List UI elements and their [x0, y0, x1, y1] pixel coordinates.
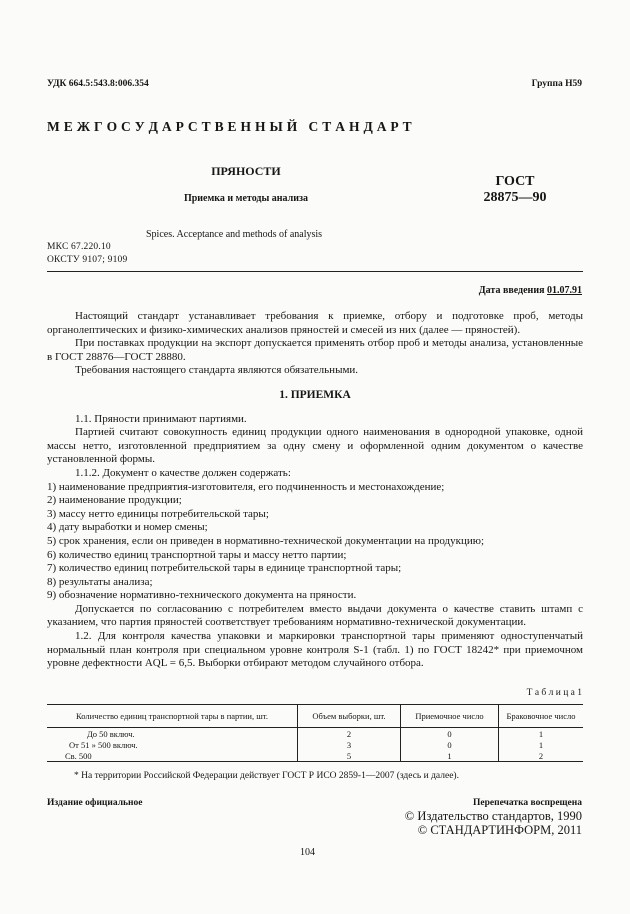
table-row: [47, 739, 583, 750]
paragraph-stamp: Допускается по согласованию с потребителем вместо выдачи документа о качестве ставить штамп с указанием, что партия пряностей соответствует требованиям нормативно-технической документации.: [47, 602, 583, 629]
list-item: 4) дату выработки и номер смены;: [47, 521, 208, 534]
footnote: * На территории Российской Федерации действует ГОСТ Р ИСО 2859-1—2007 (здесь и далее).: [74, 771, 459, 781]
list-item: 1) наименование предприятия-изготовителя, его подчиненность и местонахождение;: [47, 480, 445, 493]
list-item: 6) количество единиц транспортной тары и массу нетто партии;: [47, 548, 347, 561]
gost-number: 28875—90: [483, 190, 547, 205]
introduction-date: [479, 285, 582, 296]
list-item: 8) результаты анализа;: [47, 575, 153, 588]
table-cell: 1: [499, 739, 584, 750]
paragraph-1-1: 1.1. Пряности принимают партиями.: [75, 412, 247, 425]
paragraph-1-2: 1.2. Для контроля качества упаковки и маркировки транспортной тары применяют одноступенчатый нормальный план контроля при специальном уровне контроля S-1 (табл. 1) по ГОСТ 18242* при приемочном уровне дефектности AQL = 6,5. Выборки отбирают методом случайного отбора.: [47, 630, 583, 670]
column-header: Браковочное число: [499, 705, 584, 728]
paragraph-lot-definition: Партией считают совокупность единиц продукции одного наименования в однородной упаковке, одной массы нетто, изготовленной предприятием за одну смену и оформленной одним документом о качестве установленной формы.: [47, 426, 583, 466]
table-cell: До 50 включ.: [87, 728, 135, 739]
table-header-row: [47, 705, 583, 728]
gost-label: ГОСТ: [495, 174, 535, 189]
sampling-table: [47, 704, 583, 762]
list-item: 9) обозначение нормативно-технического документа на пряности.: [47, 589, 357, 602]
copyright-standartinform: © СТАНДАРТИНФОРМ, 2011: [417, 823, 582, 837]
divider: [47, 271, 583, 272]
column-header: Количество единиц транспортной тары в партии, шт.: [47, 705, 298, 728]
group-code: Группа Н59: [531, 79, 582, 89]
english-title: Spices. Acceptance and methods of analysis: [146, 229, 323, 240]
table-cell: 1: [401, 750, 499, 762]
document-title: ПРЯНОСТИ: [211, 164, 281, 178]
list-item: 7) количество единиц потребительской тары в единице транспортной тары;: [47, 562, 402, 575]
paragraph-1-1-2: 1.1.2. Документ о качестве должен содержать:: [75, 466, 291, 479]
table-cell: От 51 » 500 включ.: [69, 739, 138, 750]
column-header: Приемочное число: [401, 705, 499, 728]
introduction-date-label: Дата введения: [478, 285, 545, 296]
mks-code: МКС 67.220.10: [47, 242, 111, 252]
list-item: 3) массу нетто единицы потребительской тары;: [47, 507, 269, 520]
table-row: [47, 750, 583, 762]
official-edition: Издание официальное: [47, 798, 143, 808]
table-cell: 5: [298, 750, 401, 762]
table-cell: Св. 500: [47, 750, 298, 762]
list-item: 2) наименование продукции;: [47, 494, 182, 507]
table-cell: 0: [401, 728, 499, 740]
okstu-code: ОКСТУ 9107; 9109: [47, 255, 128, 265]
paragraph-mandatory: Требования настоящего стандарта являются обязательными.: [75, 364, 359, 377]
copyright-publisher: © Издательство стандартов, 1990: [404, 809, 582, 823]
table-cell: 1: [499, 728, 584, 740]
page-number: 104: [300, 847, 315, 858]
introduction-date-value: 01.07.91: [547, 285, 582, 296]
table-row: [47, 728, 583, 740]
reprint-notice: Перепечатка воспрещена: [472, 798, 582, 808]
section-heading: 1. ПРИЕМКА: [279, 388, 351, 401]
document-subtitle: Приемка и методы анализа: [183, 193, 309, 204]
paragraph-scope: Настоящий стандарт устанавливает требования к приемке, отбору и подготовке проб, методы органолептических и физико-химических анализов пряностей и смесей из них (далее — пряностей).: [47, 310, 583, 336]
table-cell: 2: [499, 750, 584, 762]
column-header: Объем выборки, шт.: [298, 705, 401, 728]
table-cell: 3: [298, 739, 401, 750]
table-cell: 2: [298, 728, 401, 740]
body-text: [47, 310, 583, 671]
table-cell: 0: [401, 739, 499, 750]
standard-banner: М Е Ж Г О С У Д А Р С Т В Е Н Н Ы Й С Т А Н Д А Р Т: [47, 119, 412, 134]
paragraph-export: При поставках продукции на экспорт допускается применять отбор проб и методы анализа, установленные в ГОСТ 28876—ГОСТ 28880.: [47, 337, 583, 363]
list-item: 5) срок хранения, если он приведен в нормативно-технической документации на продукцию;: [47, 534, 485, 547]
udk-code: УДК 664.5:543.8:006.354: [47, 79, 149, 89]
table-caption: Т а б л и ц а 1: [526, 688, 582, 698]
